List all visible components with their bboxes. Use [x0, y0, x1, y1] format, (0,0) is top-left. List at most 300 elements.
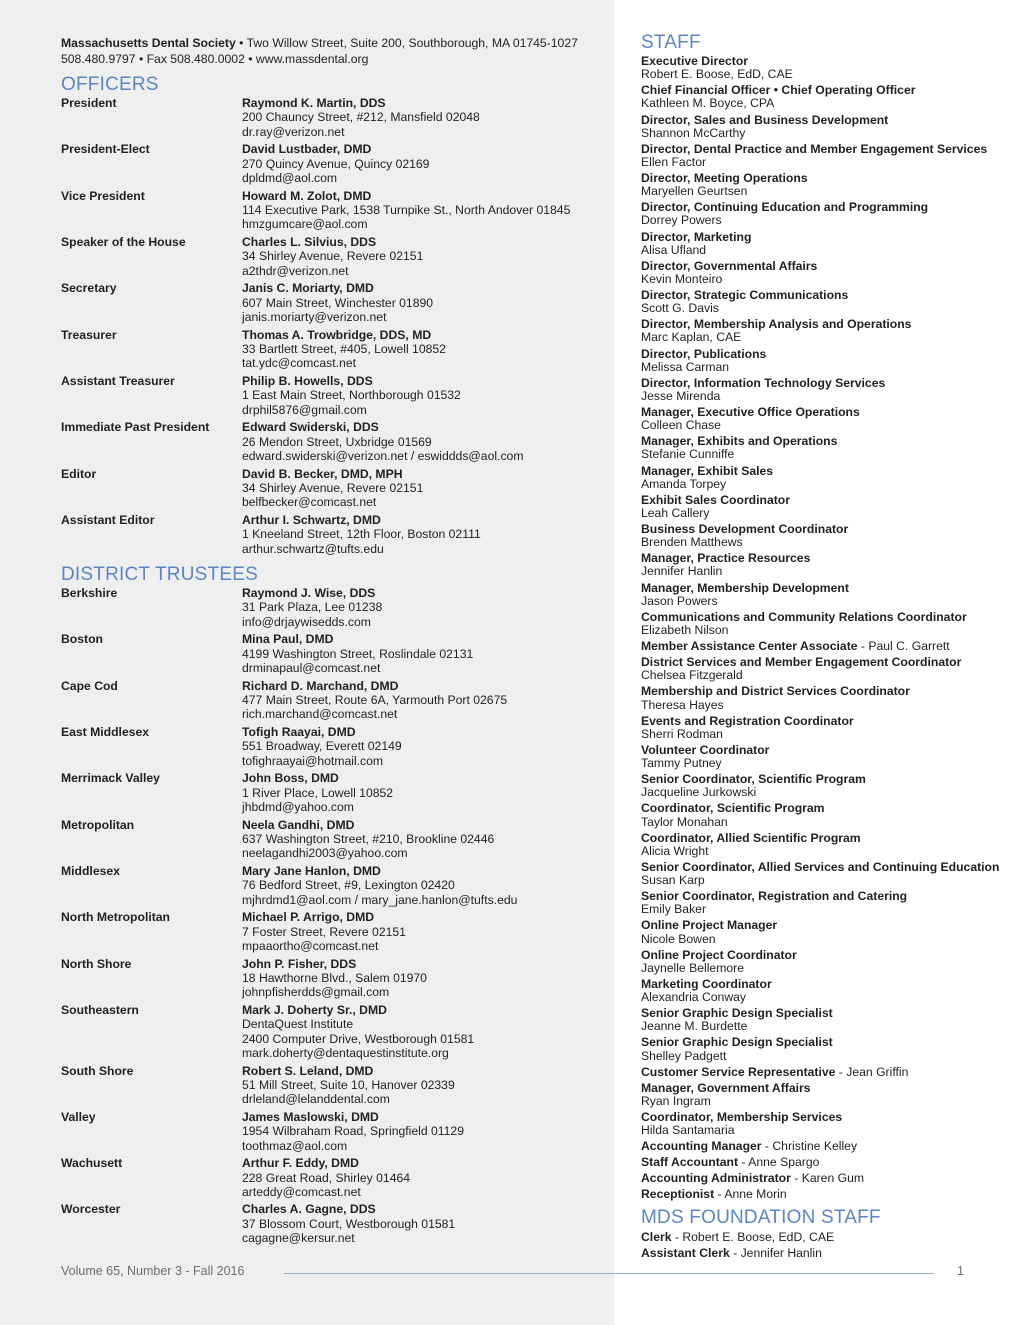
org-header	[61, 35, 606, 67]
entry-address-line: 1954 Wilbraham Road, Springfield 01129	[242, 1124, 464, 1139]
entry-address-line: 4199 Washington Street, Roslindale 02131	[242, 646, 474, 661]
entry-name: John P. Fisher, DDS	[242, 956, 357, 971]
staff-separator: -	[857, 639, 869, 653]
entry-role: Berkshire	[61, 586, 118, 600]
staff-title: Exhibit Sales Coordinator	[641, 492, 790, 507]
staff-title: Manager, Membership Development	[641, 580, 849, 595]
staff-item	[641, 582, 1011, 608]
entry-email[interactable]: drleland@lelanddental.com	[242, 1092, 390, 1107]
entry-info	[242, 467, 606, 510]
staff-name: Jean Griffin	[846, 1064, 909, 1079]
entry-role: Southeastern	[61, 1002, 139, 1017]
org-name: Massachusetts Dental Society	[61, 36, 236, 50]
directory-entry	[61, 328, 606, 371]
staff-item	[641, 1066, 1011, 1079]
entry-address-line: 34 Shirley Avenue, Revere 02151	[242, 249, 424, 264]
staff-name: Hilda Santamaria	[641, 1123, 735, 1138]
staff-name: Chelsea Fitzgerald	[641, 668, 743, 683]
staff-title: Senior Coordinator, Allied Services and Continuing Education	[641, 859, 1000, 874]
staff-item	[641, 1188, 1011, 1201]
entry-info	[242, 96, 606, 139]
entry-email[interactable]: janis.moriarty@verizon.net	[242, 310, 387, 325]
staff-name: Emily Baker	[641, 902, 707, 917]
entry-info	[242, 957, 606, 1000]
entry-info	[242, 235, 606, 278]
staff-item	[641, 231, 1011, 257]
trustees-section	[61, 564, 606, 1249]
entry-name: John Boss, DMD	[242, 771, 339, 786]
staff-item	[641, 406, 1011, 432]
staff-name: Alisa Ufland	[641, 242, 707, 257]
staff-title: Business Development Coordinator	[641, 522, 849, 536]
staff-item	[641, 523, 1011, 549]
staff-title: Senior Graphic Design Specialist	[641, 1035, 833, 1050]
entry-role: President	[61, 96, 117, 110]
entry-address-line: 31 Park Plaza, Lee 01238	[242, 600, 383, 615]
entry-info	[242, 1110, 606, 1153]
staff-title: Accounting Administrator	[641, 1171, 791, 1186]
staff-name: Dorrey Powers	[641, 213, 722, 228]
staff-separator: -	[738, 1155, 749, 1170]
entry-name: David Lustbader, DMD	[242, 142, 372, 157]
directory-entry	[61, 771, 606, 814]
staff-name: Tammy Putney	[641, 756, 722, 770]
directory-entry	[61, 957, 606, 1000]
entry-name: Arthur I. Schwartz, DMD	[242, 512, 381, 527]
directory-entry	[61, 679, 606, 722]
entry-address-line: 26 Mendon Street, Uxbridge 01569	[242, 434, 432, 449]
entry-address-line: 270 Quincy Avenue, Quincy 02169	[242, 156, 430, 171]
trustees-heading: DISTRICT TRUSTEES	[61, 564, 258, 585]
entry-email[interactable]: jhbdmd@yahoo.com	[242, 800, 354, 815]
staff-title: Director, Governmental Affairs	[641, 258, 818, 273]
staff-separator: -	[729, 1246, 741, 1261]
entry-name: Philip B. Howells, DDS	[242, 373, 373, 388]
entry-name: Robert S. Leland, DMD	[242, 1063, 374, 1078]
entry-address-line: 1 Kneeland Street, 12th Floor, Boston 02111	[242, 527, 481, 542]
directory-entry	[61, 189, 606, 232]
staff-title: Staff Accountant	[641, 1155, 739, 1170]
entry-name: Raymond K. Martin, DDS	[242, 96, 386, 110]
staff-name: Jaynelle Bellemore	[641, 960, 744, 975]
staff-heading: STAFF	[641, 32, 701, 53]
staff-name: Paul C. Garrett	[868, 639, 950, 653]
staff-title: Senior Coordinator, Registration and Catering	[641, 889, 908, 904]
entry-role: Middlesex	[61, 863, 120, 878]
entry-info	[242, 513, 606, 556]
staff-title: Director, Strategic Communications	[641, 288, 849, 302]
staff-title: Director, Dental Practice and Member Engagement Services	[641, 141, 988, 156]
staff-title: Accounting Manager	[641, 1139, 762, 1154]
staff-title: Clerk	[641, 1230, 672, 1245]
staff-name: Ryan Ingram	[641, 1093, 711, 1108]
officers-list	[61, 96, 606, 556]
staff-title: Online Project Coordinator	[641, 947, 797, 962]
entry-info	[242, 910, 606, 953]
entry-email[interactable]: neelagandhi2003@yahoo.com	[242, 846, 408, 861]
entry-address-line: 34 Shirley Avenue, Revere 02151	[242, 480, 424, 495]
staff-item	[641, 1140, 1011, 1153]
directory-entry	[61, 513, 606, 556]
directory-entry	[61, 1156, 606, 1199]
directory-entry	[61, 142, 606, 185]
staff-title: Customer Service Representative	[641, 1064, 836, 1079]
entry-role: Assistant Editor	[61, 512, 155, 527]
entry-role: Immediate Past President	[61, 420, 210, 435]
staff-item	[641, 114, 1011, 140]
entry-address-line: 7 Foster Street, Revere 02151	[242, 924, 406, 939]
entry-role: Wachusett	[61, 1156, 123, 1171]
staff-item	[641, 715, 1011, 741]
staff-item	[641, 1172, 1011, 1185]
staff-name: Elizabeth Nilson	[641, 622, 729, 637]
entry-info	[242, 374, 606, 417]
entry-role: Secretary	[61, 281, 117, 296]
entry-name: Neela Gandhi, DMD	[242, 817, 355, 832]
staff-title: Senior Coordinator, Scientific Program	[641, 772, 866, 787]
footer-rule	[284, 1273, 934, 1274]
staff-separator: -	[790, 1171, 802, 1186]
entry-role: President-Elect	[61, 142, 150, 157]
staff-name: Maryellen Geurtsen	[641, 184, 748, 199]
staff-item	[641, 377, 1011, 403]
staff-item	[641, 465, 1011, 491]
staff-item	[641, 55, 1011, 81]
staff-title: Assistant Clerk	[641, 1246, 730, 1261]
entry-address-line: 200 Chauncy Street, #212, Mansfield 02048	[242, 110, 480, 125]
staff-item	[641, 260, 1011, 286]
staff-title: Communications and Community Relations Coordinator	[641, 609, 967, 624]
entry-email[interactable]: toothmaz@aol.com	[242, 1138, 348, 1153]
entry-email[interactable]: mpaaortho@comcast.net	[242, 939, 379, 953]
staff-title: Chief Financial Officer • Chief Operating Officer	[641, 83, 916, 98]
staff-name: Jesse Mirenda	[641, 388, 721, 403]
entry-info	[242, 679, 606, 722]
staff-name: Christine Kelley	[772, 1139, 858, 1154]
entry-info	[242, 586, 606, 629]
entry-address-line: DentaQuest Institute	[242, 1017, 354, 1032]
staff-item	[641, 1231, 1011, 1244]
org-website[interactable]: www.massdental.org	[255, 52, 369, 66]
staff-title: Director, Continuing Education and Programming	[641, 200, 929, 215]
staff-title: District Services and Member Engagement Coordinator	[641, 655, 962, 670]
staff-name: Kevin Monteiro	[641, 271, 723, 286]
entry-role: Valley	[61, 1109, 96, 1124]
directory-entry	[61, 632, 606, 675]
staff-title: Director, Membership Analysis and Operations	[641, 317, 912, 332]
trustees-list	[61, 586, 606, 1246]
entry-email[interactable]: tofighraayai@hotmail.com	[242, 753, 384, 768]
directory-entry	[61, 467, 606, 510]
entry-name: Arthur F. Eddy, DMD	[242, 1156, 359, 1171]
directory-entry	[61, 1003, 606, 1061]
entry-role: Speaker of the House	[61, 234, 186, 249]
entry-address-line: 228 Great Road, Shirley 01464	[242, 1170, 411, 1185]
staff-item	[641, 1247, 1011, 1260]
staff-name: Susan Karp	[641, 873, 705, 887]
directory-entry	[61, 1064, 606, 1107]
entry-info	[242, 328, 606, 371]
staff-title: Member Assistance Center Associate	[641, 639, 858, 653]
page-number: 1	[957, 1264, 964, 1278]
entry-address-line: 1 East Main Street, Northborough 01532	[242, 388, 461, 403]
entry-role: Editor	[61, 466, 97, 481]
entry-email[interactable]: dpldmd@aol.com	[242, 171, 338, 186]
header-separator: •	[135, 52, 147, 66]
entry-name: David B. Becker, DMD, MPH	[242, 466, 403, 481]
entry-address-line: 76 Bedford Street, #9, Lexington 02420	[242, 878, 455, 893]
staff-name: Brenden Matthews	[641, 535, 743, 550]
staff-name: Robert E. Boose, EdD, CAE	[682, 1230, 835, 1245]
staff-title: Coordinator, Scientific Program	[641, 801, 825, 816]
entry-role: Metropolitan	[61, 817, 135, 832]
entry-info	[242, 632, 606, 675]
staff-title: Manager, Government Affairs	[641, 1080, 811, 1095]
header-separator: •	[244, 52, 256, 66]
staff-item	[641, 640, 1011, 653]
org-header-line-1	[61, 35, 606, 51]
staff-title: Director, Publications	[641, 346, 767, 361]
staff-title: Coordinator, Allied Scientific Program	[641, 830, 861, 845]
officers-heading: OFFICERS	[61, 74, 159, 95]
directory-entry	[61, 586, 606, 629]
entry-address-line: 18 Hawthorne Blvd., Salem 01970	[242, 970, 427, 985]
entry-role: Vice President	[61, 188, 145, 203]
entry-info	[242, 771, 606, 814]
staff-name: Leah Callery	[641, 505, 710, 520]
entry-address-line: 2400 Computer Drive, Westborough 01581	[242, 1031, 475, 1046]
entry-role: East Middlesex	[61, 724, 150, 739]
entry-role: Cape Cod	[61, 678, 118, 693]
directory-entry	[61, 725, 606, 768]
staff-item	[641, 348, 1011, 374]
staff-item	[641, 1082, 1011, 1108]
entry-info	[242, 1064, 606, 1107]
directory-entry	[61, 864, 606, 907]
foundation-heading: MDS FOUNDATION STAFF	[641, 1207, 881, 1229]
entry-info	[242, 818, 606, 861]
staff-title: Manager, Exhibit Sales	[641, 463, 774, 478]
entry-address-line: 37 Blossom Court, Westborough 01581	[242, 1216, 456, 1231]
staff-title: Director, Information Technology Services	[641, 375, 886, 390]
staff-name: Robert E. Boose, EdD, CAE	[641, 67, 793, 82]
org-fax: Fax 508.480.0002	[146, 52, 245, 66]
entry-address-line: 607 Main Street, Winchester 01890	[242, 295, 434, 310]
entry-info	[242, 1003, 606, 1061]
volume-info: Volume 65, Number 3 - Fall 2016	[61, 1264, 245, 1278]
staff-name: Anne Spargo	[748, 1155, 820, 1170]
staff-item	[641, 1156, 1011, 1169]
staff-name: Shelley Padgett	[641, 1048, 727, 1063]
staff-item	[641, 494, 1011, 520]
entry-email[interactable]: mjhrdmd1@aol.com / mary_jane.hanlon@tufts.edu	[242, 892, 518, 907]
staff-title: Director, Sales and Business Development	[641, 112, 889, 127]
entry-info	[242, 420, 606, 463]
staff-name: Jason Powers	[641, 593, 718, 608]
staff-name: Jennifer Hanlin	[641, 564, 723, 579]
entry-address-line: 114 Executive Park, 1538 Turnpike St., North Andover 01845	[242, 203, 571, 218]
entry-name: Michael P. Arrigo, DMD	[242, 910, 375, 925]
entry-info	[242, 189, 606, 232]
entry-info	[242, 864, 606, 907]
entry-role: Treasurer	[61, 327, 117, 342]
entry-name: Janis C. Moriarty, DMD	[242, 281, 374, 296]
staff-item	[641, 656, 1011, 682]
staff-item	[641, 435, 1011, 461]
staff-title: Director, Meeting Operations	[641, 171, 808, 185]
header-separator: •	[235, 36, 247, 50]
staff-name: Anne Morin	[724, 1187, 787, 1202]
staff-item	[641, 773, 1011, 799]
org-address: Two Willow Street, Suite 200, Southborough, MA 01745-1027	[246, 36, 578, 50]
staff-item	[641, 890, 1011, 916]
entry-name: Charles A. Gagne, DDS	[242, 1202, 376, 1217]
entry-name: Mary Jane Hanlon, DMD	[242, 863, 381, 878]
directory-entry	[61, 96, 606, 139]
entry-email[interactable]: cagagne@kersur.net	[242, 1231, 355, 1246]
staff-name: Theresa Hayes	[641, 697, 724, 712]
entry-role: North Shore	[61, 956, 132, 971]
staff-item	[641, 84, 1011, 110]
entry-email[interactable]: a2thdr@verizon.net	[242, 263, 349, 278]
staff-name: Colleen Chase	[641, 418, 721, 433]
staff-title: Receptionist	[641, 1187, 715, 1202]
staff-title: Membership and District Services Coordinator	[641, 684, 910, 699]
staff-title: Manager, Practice Resources	[641, 551, 811, 566]
entry-email[interactable]: dr.ray@verizon.net	[242, 124, 345, 139]
staff-name: Scott G. Davis	[641, 301, 719, 316]
staff-item	[641, 318, 1011, 344]
entry-email[interactable]: hmzgumcare@aol.com	[242, 217, 368, 232]
staff-title: Online Project Manager	[641, 918, 778, 933]
directory-entry	[61, 374, 606, 417]
staff-title: Manager, Executive Office Operations	[641, 405, 860, 419]
entry-role: Boston	[61, 632, 103, 647]
entry-email[interactable]: johnpfisherdds@gmail.com	[242, 985, 390, 1000]
staff-title: Marketing Coordinator	[641, 976, 772, 991]
officers-section	[61, 74, 606, 559]
staff-name: Nicole Bowen	[641, 931, 716, 946]
directory-entry	[61, 818, 606, 861]
entry-role: Worcester	[61, 1202, 121, 1217]
staff-name: Sherri Rodman	[641, 726, 723, 741]
staff-item	[641, 744, 1011, 770]
staff-title: Executive Director	[641, 54, 749, 68]
staff-name: Ellen Factor	[641, 154, 707, 169]
staff-separator: -	[671, 1230, 683, 1245]
staff-name: Marc Kaplan, CAE	[641, 330, 742, 345]
staff-item	[641, 861, 1011, 887]
page-footer	[61, 1264, 971, 1282]
staff-name: Karen Gum	[801, 1171, 865, 1186]
entry-info	[242, 281, 606, 324]
staff-name: Melissa Carman	[641, 359, 730, 374]
entry-email[interactable]: arteddy@comcast.net	[242, 1184, 361, 1199]
staff-item	[641, 611, 1011, 637]
staff-title: Events and Registration Coordinator	[641, 713, 854, 728]
staff-name: Amanda Torpey	[641, 476, 727, 491]
staff-separator: -	[714, 1187, 725, 1202]
foundation-list	[641, 1231, 1011, 1260]
entry-name: Howard M. Zolot, DMD	[242, 188, 372, 203]
staff-separator: -	[835, 1064, 847, 1079]
staff-name: Shannon McCarthy	[641, 125, 746, 140]
staff-title: Coordinator, Membership Services	[641, 1109, 843, 1124]
entry-name: Edward Swiderski, DDS	[242, 420, 379, 435]
staff-item	[641, 832, 1011, 858]
directory-entry	[61, 1202, 606, 1245]
staff-item	[641, 1036, 1011, 1062]
entry-email[interactable]: info@drjaywisedds.com	[242, 614, 371, 629]
staff-title: Senior Graphic Design Specialist	[641, 1006, 833, 1021]
staff-name: Jennifer Hanlin	[740, 1246, 822, 1261]
entry-info	[242, 725, 606, 768]
staff-item	[641, 1111, 1011, 1137]
entry-name: James Maslowski, DMD	[242, 1109, 379, 1124]
entry-role: South Shore	[61, 1063, 134, 1078]
entry-role: North Metropolitan	[61, 910, 170, 925]
staff-name: Jeanne M. Burdette	[641, 1019, 748, 1034]
staff-item	[641, 552, 1011, 578]
directory-entry	[61, 281, 606, 324]
staff-item	[641, 685, 1011, 711]
staff-section	[641, 32, 1011, 1264]
staff-item	[641, 949, 1011, 975]
entry-email[interactable]: drphil5876@gmail.com	[242, 402, 367, 417]
entry-name: Mark J. Doherty Sr., DMD	[242, 1002, 387, 1017]
directory-entry	[61, 235, 606, 278]
staff-item	[641, 289, 1011, 315]
entry-address-line: 551 Broadway, Everett 02149	[242, 739, 402, 754]
directory-entry	[61, 420, 606, 463]
entry-email[interactable]: rich.marchand@comcast.net	[242, 707, 398, 722]
staff-name: Jacqueline Jurkowski	[641, 785, 757, 800]
entry-address-line: 51 Mill Street, Suite 10, Hanover 02339	[242, 1077, 455, 1092]
entry-email[interactable]: drminapaul@comcast.net	[242, 661, 381, 676]
staff-separator: -	[761, 1139, 773, 1154]
staff-name: Alicia Wright	[641, 843, 709, 858]
entry-info	[242, 1156, 606, 1199]
entry-info	[242, 1202, 606, 1245]
staff-item	[641, 1007, 1011, 1033]
entry-name: Tofigh Raayai, DMD	[242, 724, 356, 739]
staff-item	[641, 201, 1011, 227]
staff-item	[641, 802, 1011, 828]
entry-address-line: 637 Washington Street, #210, Brookline 02446	[242, 831, 495, 846]
staff-title: Volunteer Coordinator	[641, 742, 770, 757]
staff-item	[641, 143, 1011, 169]
entry-email[interactable]: arthur.schwartz@tufts.edu	[242, 541, 384, 556]
staff-title: Director, Marketing	[641, 229, 752, 244]
entry-role: Merrimack Valley	[61, 771, 160, 786]
entry-name: Raymond J. Wise, DDS	[242, 586, 376, 600]
entry-name: Thomas A. Trowbridge, DDS, MD	[242, 327, 432, 342]
entry-email[interactable]: tat.ydc@comcast.net	[242, 356, 356, 371]
entry-info	[242, 142, 606, 185]
entry-name: Charles L. Silvius, DDS	[242, 234, 377, 249]
staff-item	[641, 978, 1011, 1004]
entry-name: Mina Paul, DMD	[242, 632, 334, 647]
org-phone: 508.480.9797	[61, 52, 136, 66]
staff-name: Taylor Monahan	[641, 814, 728, 829]
org-header-line-2	[61, 51, 606, 67]
entry-address-line: 1 River Place, Lowell 10852	[242, 785, 394, 800]
entry-email[interactable]: mark.doherty@dentaquestinstitute.org	[242, 1046, 449, 1061]
entry-email[interactable]: belfbecker@comcast.net	[242, 495, 377, 510]
staff-item	[641, 919, 1011, 945]
entry-email[interactable]: edward.swiderski@verizon.net / eswiddds@aol.com	[242, 449, 524, 463]
staff-title: Manager, Exhibits and Operations	[641, 434, 838, 449]
